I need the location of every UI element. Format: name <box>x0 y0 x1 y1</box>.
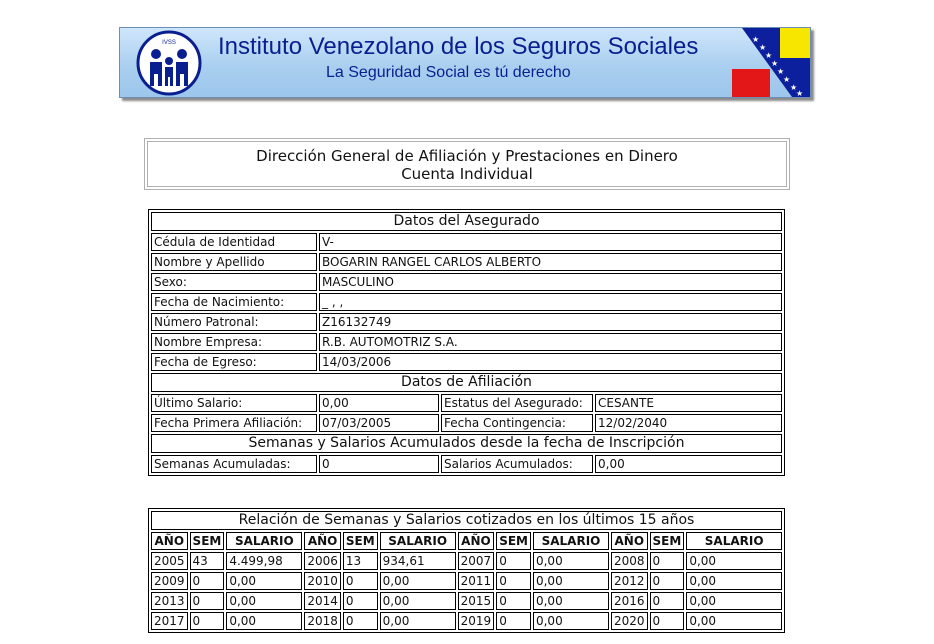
value-nombre: BOGARIN RANGEL CARLOS ALBERTO <box>319 253 782 271</box>
cell-sem: 0 <box>650 592 685 610</box>
ivss-banner <box>119 27 811 98</box>
cell-salario: 0,00 <box>533 552 609 570</box>
ivss-logo-icon <box>136 30 202 96</box>
section-title-asegurado: Datos del Asegurado <box>151 212 782 231</box>
banner-subtitle: La Seguridad Social es tú derecho <box>326 64 571 81</box>
row-egreso <box>151 353 782 371</box>
cell-salario: 0,00 <box>226 572 302 590</box>
label-semanas: Semanas Acumuladas: <box>151 455 317 473</box>
col-header-salario: SALARIO <box>533 532 609 550</box>
header-line-2: Cuenta Individual <box>401 165 533 183</box>
svg-text:★: ★ <box>759 43 767 52</box>
value-fecha-primera: 07/03/2005 <box>319 414 439 432</box>
row-acumulados <box>151 455 782 473</box>
col-header-sem: SEM <box>343 532 378 550</box>
row-salario-estatus <box>151 394 782 412</box>
cell-sem: 0 <box>190 592 225 610</box>
svg-text:★: ★ <box>765 51 773 60</box>
table-row <box>151 592 782 610</box>
label-patronal: Número Patronal: <box>151 313 317 331</box>
svg-text:IVSS: IVSS <box>162 40 176 46</box>
value-fecha-contingencia: 12/02/2040 <box>595 414 782 432</box>
row-cedula <box>151 233 782 251</box>
col-header-sem: SEM <box>650 532 685 550</box>
cell-sem: 0 <box>190 572 225 590</box>
cell-salario: 0,00 <box>380 612 456 630</box>
cell-ano: 2005 <box>151 552 188 570</box>
relacion-header-row <box>151 532 782 550</box>
banner-title: Instituto Venezolano de los Seguros Sociales <box>218 33 699 60</box>
cell-salario: 0,00 <box>686 572 782 590</box>
value-sexo: MASCULINO <box>319 273 782 291</box>
venezuela-flag-icon <box>732 28 810 97</box>
col-header-salario: SALARIO <box>686 532 782 550</box>
cell-sem: 0 <box>650 552 685 570</box>
label-cedula: Cédula de Identidad <box>151 233 317 251</box>
value-patronal: Z16132749 <box>319 313 782 331</box>
label-salarios: Salarios Acumulados: <box>441 455 593 473</box>
value-egreso: 14/03/2006 <box>319 353 782 371</box>
svg-text:★: ★ <box>790 83 798 92</box>
row-sexo <box>151 273 782 291</box>
cell-salario: 0,00 <box>380 572 456 590</box>
cell-salario: 0,00 <box>533 592 609 610</box>
cell-ano: 2020 <box>611 612 648 630</box>
cell-sem: 0 <box>650 572 685 590</box>
cell-salario: 0,00 <box>533 572 609 590</box>
label-empresa: Nombre Empresa: <box>151 333 317 351</box>
section-title-acumulados: Semanas y Salarios Acumulados desde la fecha de Inscripción <box>151 434 782 453</box>
cell-ano: 2007 <box>458 552 495 570</box>
table-row <box>151 572 782 590</box>
row-fechas <box>151 414 782 432</box>
value-estatus: CESANTE <box>595 394 782 412</box>
cell-ano: 2018 <box>304 612 341 630</box>
row-patronal <box>151 313 782 331</box>
cell-salario: 0,00 <box>380 592 456 610</box>
svg-text:★: ★ <box>796 89 804 97</box>
col-header-ano: AÑO <box>611 532 648 550</box>
label-ultimo-salario: Último Salario: <box>151 394 317 412</box>
svg-text:★: ★ <box>752 35 760 44</box>
relacion-table <box>148 508 785 633</box>
cell-sem: 0 <box>650 612 685 630</box>
cell-sem: 0 <box>496 612 531 630</box>
col-header-salario: SALARIO <box>380 532 456 550</box>
section-title-relacion: Relación de Semanas y Salarios cotizados en los últimos 15 años <box>151 511 782 530</box>
value-empresa: R.B. AUTOMOTRIZ S.A. <box>319 333 782 351</box>
cell-sem: 0 <box>496 592 531 610</box>
col-header-ano: AÑO <box>304 532 341 550</box>
label-fecha-contingencia: Fecha Contingencia: <box>441 414 593 432</box>
label-nacimiento: Fecha de Nacimiento: <box>151 293 317 311</box>
col-header-ano: AÑO <box>151 532 188 550</box>
col-header-salario: SALARIO <box>226 532 302 550</box>
value-salarios: 0,00 <box>595 455 782 473</box>
cell-sem: 0 <box>496 552 531 570</box>
datos-table <box>148 209 785 476</box>
section-title-afiliacion: Datos de Afiliación <box>151 373 782 392</box>
cell-salario: 0,00 <box>686 612 782 630</box>
cell-salario: 0,00 <box>226 592 302 610</box>
value-nacimiento: _ , , <box>319 293 782 311</box>
header-line-1: Dirección General de Afiliación y Prestaciones en Dinero <box>256 147 678 165</box>
cell-ano: 2019 <box>458 612 495 630</box>
label-fecha-primera: Fecha Primera Afiliación: <box>151 414 317 432</box>
cell-salario: 0,00 <box>226 612 302 630</box>
cell-ano: 2012 <box>611 572 648 590</box>
table-row <box>151 552 782 570</box>
value-cedula: V- <box>319 233 782 251</box>
cell-sem: 0 <box>496 572 531 590</box>
label-nombre: Nombre y Apellido <box>151 253 317 271</box>
cell-ano: 2009 <box>151 572 188 590</box>
cell-ano: 2010 <box>304 572 341 590</box>
cell-sem: 0 <box>343 612 378 630</box>
col-header-ano: AÑO <box>458 532 495 550</box>
svg-text:★: ★ <box>777 67 785 76</box>
cell-ano: 2016 <box>611 592 648 610</box>
row-nombre <box>151 253 782 271</box>
cell-sem: 0 <box>190 612 225 630</box>
cell-ano: 2013 <box>151 592 188 610</box>
cell-ano: 2011 <box>458 572 495 590</box>
cell-salario: 0,00 <box>686 552 782 570</box>
svg-text:★: ★ <box>783 75 791 84</box>
cell-ano: 2014 <box>304 592 341 610</box>
col-header-sem: SEM <box>190 532 225 550</box>
cell-salario: 0,00 <box>533 612 609 630</box>
cell-sem: 13 <box>343 552 378 570</box>
cell-ano: 2017 <box>151 612 188 630</box>
value-ultimo-salario: 0,00 <box>319 394 439 412</box>
row-nacimiento <box>151 293 782 311</box>
cell-salario: 4.499,98 <box>226 552 302 570</box>
cell-salario: 934,61 <box>380 552 456 570</box>
cell-sem: 0 <box>343 592 378 610</box>
row-empresa <box>151 333 782 351</box>
label-egreso: Fecha de Egreso: <box>151 353 317 371</box>
cell-sem: 0 <box>343 572 378 590</box>
col-header-sem: SEM <box>496 532 531 550</box>
header-box <box>144 138 790 190</box>
cell-ano: 2006 <box>304 552 341 570</box>
cell-ano: 2015 <box>458 592 495 610</box>
label-sexo: Sexo: <box>151 273 317 291</box>
table-row <box>151 612 782 630</box>
cell-sem: 43 <box>190 552 225 570</box>
value-semanas: 0 <box>319 455 439 473</box>
svg-text:★: ★ <box>771 59 779 68</box>
label-estatus: Estatus del Asegurado: <box>441 394 593 412</box>
cell-ano: 2008 <box>611 552 648 570</box>
cell-salario: 0,00 <box>686 592 782 610</box>
